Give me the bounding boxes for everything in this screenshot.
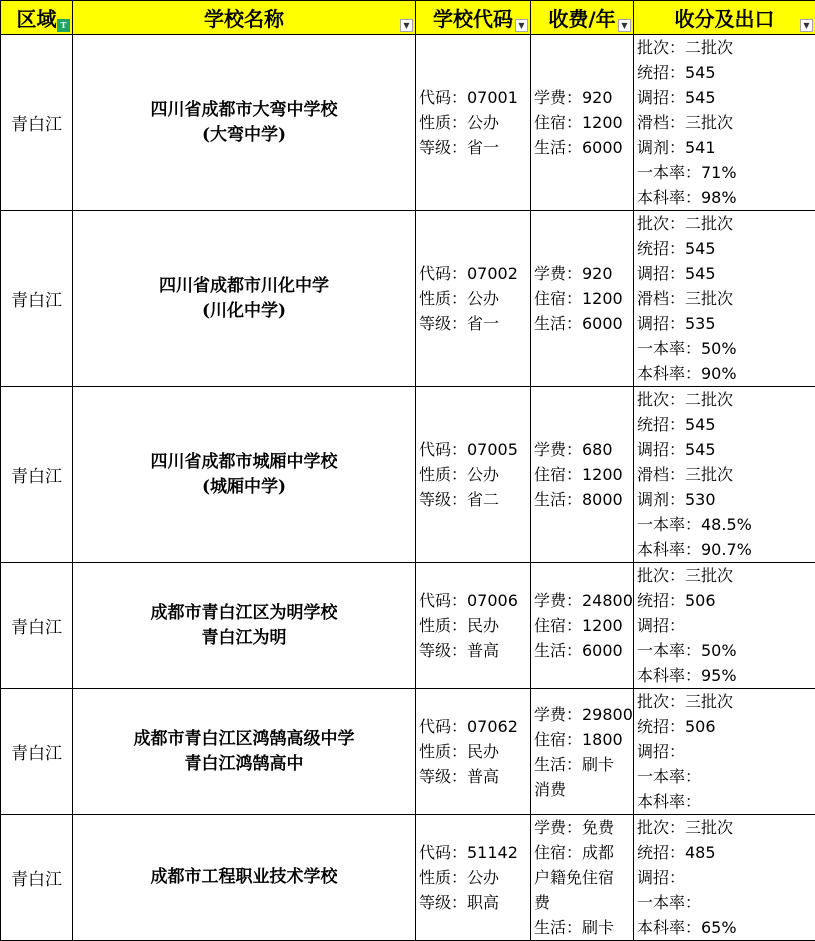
cell-scores[interactable]	[634, 211, 815, 387]
school-name-line: 青白江为明	[73, 626, 415, 651]
cell-school-name[interactable]	[73, 689, 416, 815]
score-line: 本科率：90.7%	[637, 537, 815, 562]
school-name-line: 四川省成都市大弯中学校	[73, 98, 415, 123]
school-name-line: 成都市青白江区为明学校	[73, 601, 415, 626]
cell-school-name[interactable]	[73, 211, 416, 387]
code-line: 代码：07001	[419, 85, 530, 110]
score-line: 统招：545	[637, 236, 815, 261]
table-row	[1, 689, 815, 815]
dropdown-arrow-icon[interactable]: ▼	[800, 19, 813, 32]
score-line: 调招：	[637, 613, 815, 638]
score-line: 一本率：50%	[637, 638, 815, 663]
score-line: 调招：	[637, 739, 815, 764]
score-line: 调招：	[637, 865, 815, 890]
cell-scores[interactable]	[634, 35, 815, 211]
score-line: 一本率：	[637, 764, 815, 789]
score-line: 批次：二批次	[637, 35, 815, 60]
fee-line: 学费：29800	[534, 702, 633, 727]
score-line: 统招：506	[637, 714, 815, 739]
code-line: 性质：民办	[419, 739, 530, 764]
cell-code[interactable]	[416, 211, 531, 387]
score-line: 批次：三批次	[637, 689, 815, 714]
fee-line: 生活：6000	[534, 638, 633, 663]
fee-line: 费	[534, 890, 633, 915]
cell-fees[interactable]	[531, 815, 634, 941]
cell-school-name[interactable]	[73, 563, 416, 689]
fee-line: 生活：刷卡	[534, 915, 633, 940]
header-school-code[interactable]	[416, 1, 531, 35]
score-line: 调招：545	[637, 437, 815, 462]
school-name-line: 四川省成都市城厢中学校	[73, 450, 415, 475]
fee-line: 住宿：成都	[534, 840, 633, 865]
cell-fees[interactable]	[531, 563, 634, 689]
code-line: 代码：07005	[419, 437, 530, 462]
fee-line: 户籍免住宿	[534, 865, 633, 890]
cell-scores[interactable]	[634, 815, 815, 941]
school-name-line: (城厢中学)	[73, 475, 415, 500]
header-label: 区域	[17, 7, 57, 31]
filter-active-icon[interactable]: T	[57, 19, 70, 32]
code-line: 等级：省二	[419, 487, 530, 512]
cell-school-name[interactable]	[73, 387, 416, 563]
cell-region[interactable]: 青白江	[1, 211, 73, 387]
fee-line: 学费：24800	[534, 588, 633, 613]
score-line: 一本率：	[637, 890, 815, 915]
fee-line: 住宿：1800	[534, 727, 633, 752]
school-name-line: 成都市青白江区鸿鹄高级中学	[73, 727, 415, 752]
table-row	[1, 211, 815, 387]
fee-line: 住宿：1200	[534, 110, 633, 135]
cell-region[interactable]: 青白江	[1, 689, 73, 815]
score-line: 批次：三批次	[637, 815, 815, 840]
score-line: 统招：485	[637, 840, 815, 865]
cell-fees[interactable]	[531, 211, 634, 387]
code-line: 性质：民办	[419, 613, 530, 638]
score-line: 统招：506	[637, 588, 815, 613]
header-row	[1, 1, 815, 35]
dropdown-arrow-icon[interactable]: ▼	[618, 19, 631, 32]
score-line: 本科率：	[637, 789, 815, 814]
fee-line: 生活：6000	[534, 311, 633, 336]
code-line: 等级：普高	[419, 638, 530, 663]
cell-code[interactable]	[416, 387, 531, 563]
cell-scores[interactable]	[634, 689, 815, 815]
code-line: 等级：普高	[419, 764, 530, 789]
score-line: 批次：三批次	[637, 563, 815, 588]
table-row	[1, 563, 815, 689]
dropdown-arrow-icon[interactable]: ▼	[515, 19, 528, 32]
cell-region[interactable]: 青白江	[1, 35, 73, 211]
school-name-line: 四川省成都市川化中学	[73, 274, 415, 299]
score-line: 统招：545	[637, 412, 815, 437]
code-line: 性质：公办	[419, 865, 530, 890]
code-line: 代码：07006	[419, 588, 530, 613]
cell-scores[interactable]	[634, 563, 815, 689]
code-line: 性质：公办	[419, 286, 530, 311]
score-line: 一本率：71%	[637, 160, 815, 185]
header-label: 收分及出口	[675, 7, 775, 31]
fee-line: 学费：680	[534, 437, 633, 462]
code-line: 等级：职高	[419, 890, 530, 915]
cell-school-name[interactable]	[73, 815, 416, 941]
fee-line: 消费	[534, 777, 633, 802]
school-name-line: 青白江鸿鹄高中	[73, 752, 415, 777]
score-line: 一本率：48.5%	[637, 512, 815, 537]
fee-line: 住宿：1200	[534, 462, 633, 487]
score-line: 一本率：50%	[637, 336, 815, 361]
fee-line: 住宿：1200	[534, 286, 633, 311]
header-label: 学校代码	[433, 7, 513, 31]
school-name-line: (川化中学)	[73, 299, 415, 324]
table-row	[1, 815, 815, 941]
code-line: 代码：07062	[419, 714, 530, 739]
cell-code[interactable]	[416, 563, 531, 689]
code-line: 代码：51142	[419, 840, 530, 865]
fee-line: 生活：8000	[534, 487, 633, 512]
score-line: 本科率：65%	[637, 915, 815, 940]
score-line: 滑档：三批次	[637, 110, 815, 135]
cell-code[interactable]	[416, 689, 531, 815]
score-line: 滑档：三批次	[637, 462, 815, 487]
cell-fees[interactable]	[531, 689, 634, 815]
score-line: 调招：545	[637, 261, 815, 286]
score-line: 本科率：95%	[637, 663, 815, 688]
score-line: 批次：二批次	[637, 211, 815, 236]
cell-school-name[interactable]	[73, 35, 416, 211]
fee-line: 学费：免费	[534, 815, 633, 840]
score-line: 调招：545	[637, 85, 815, 110]
school-name-line: (大弯中学)	[73, 123, 415, 148]
score-line: 统招：545	[637, 60, 815, 85]
fee-line: 生活：刷卡	[534, 752, 633, 777]
code-line: 等级：省一	[419, 311, 530, 336]
header-label: 学校名称	[204, 7, 284, 31]
code-line: 代码：07002	[419, 261, 530, 286]
cell-region[interactable]: 青白江	[1, 563, 73, 689]
score-line: 调剂：530	[637, 487, 815, 512]
table-row	[1, 35, 815, 211]
cell-region[interactable]: 青白江	[1, 387, 73, 563]
cell-code[interactable]	[416, 35, 531, 211]
score-line: 批次：二批次	[637, 387, 815, 412]
header-fees[interactable]	[531, 1, 634, 35]
score-line: 调招：535	[637, 311, 815, 336]
score-line: 调剂：541	[637, 135, 815, 160]
header-label: 收费/年	[548, 7, 615, 31]
fee-line: 学费：920	[534, 85, 633, 110]
code-line: 等级：省一	[419, 135, 530, 160]
header-school-name[interactable]	[73, 1, 416, 35]
cell-scores[interactable]	[634, 387, 815, 563]
cell-code[interactable]	[416, 815, 531, 941]
cell-fees[interactable]	[531, 387, 634, 563]
header-scores[interactable]	[634, 1, 815, 35]
school-name-line: 成都市工程职业技术学校	[73, 865, 415, 890]
fee-line: 生活：6000	[534, 135, 633, 160]
score-line: 本科率：90%	[637, 361, 815, 386]
code-line: 性质：公办	[419, 110, 530, 135]
table-row	[1, 387, 815, 563]
score-line: 滑档：三批次	[637, 286, 815, 311]
cell-fees[interactable]	[531, 35, 634, 211]
code-line: 性质：公办	[419, 462, 530, 487]
header-region[interactable]	[1, 1, 73, 35]
fee-line: 学费：920	[534, 261, 633, 286]
dropdown-arrow-icon[interactable]: ▼	[400, 19, 413, 32]
fee-line: 住宿：1200	[534, 613, 633, 638]
score-line: 本科率：98%	[637, 185, 815, 210]
cell-region[interactable]: 青白江	[1, 815, 73, 941]
